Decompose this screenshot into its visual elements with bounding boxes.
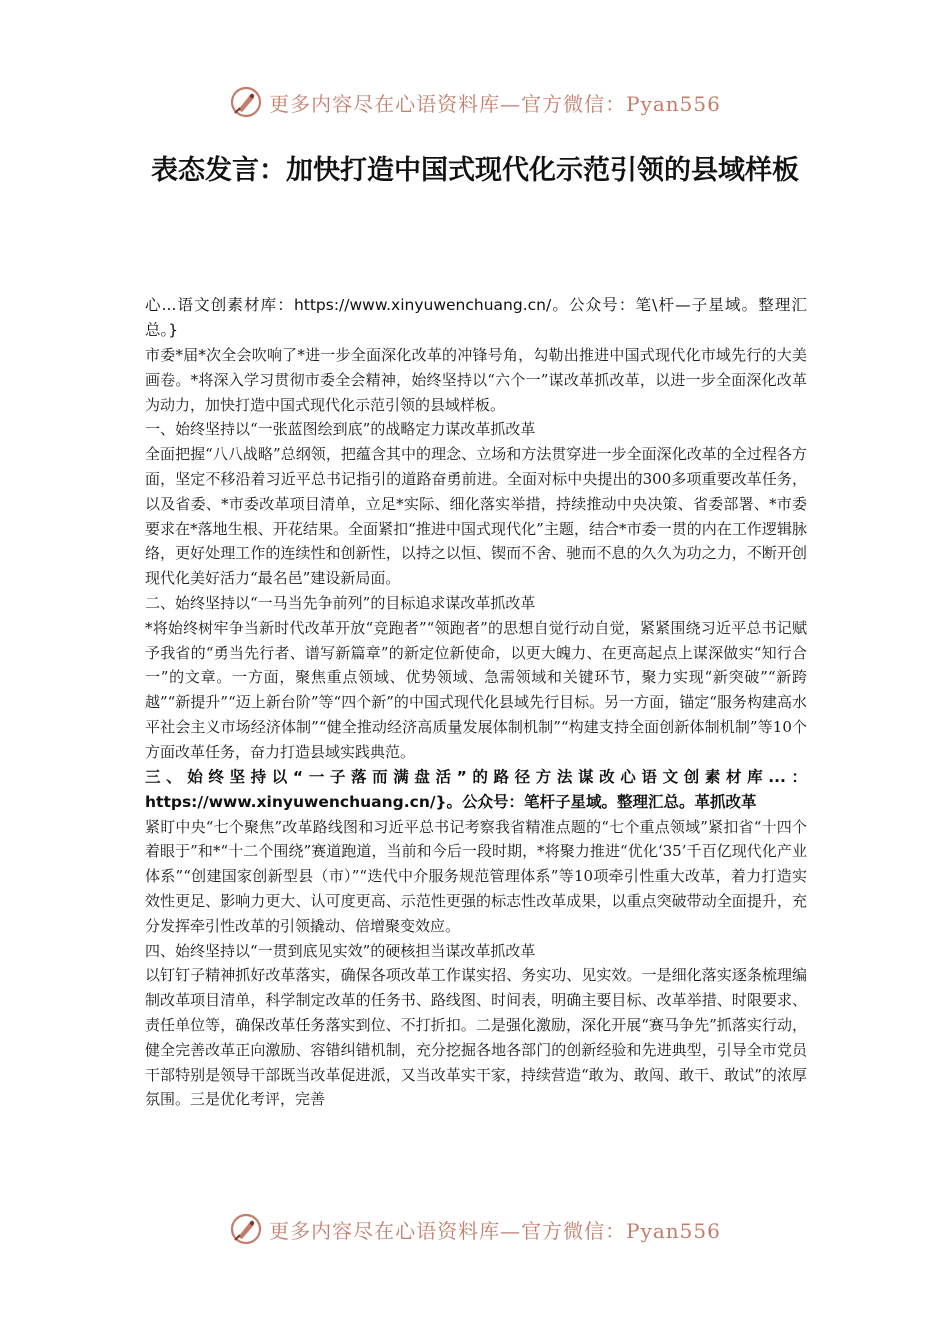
section-heading: 四、始终坚持以“一贯到底见实效”的硬核担当谋改革抓改革 (145, 941, 536, 960)
footer-banner (0, 1209, 950, 1249)
pen-nib-logo-icon (229, 1212, 263, 1246)
pen-nib-logo-icon (229, 85, 263, 119)
source-note: 心...语文创素材库：https://www.xinyuwenchuang.cn/。公众号：笔\杆—子星域。整理汇总。} (145, 296, 807, 339)
header-banner (0, 82, 950, 122)
section-heading-bold: 三、始终坚持以“一子落而满盘活”的路径方法谋改心语文创素材库...：https://www.xinyuwenchuang.cn/}。公众号：笔杆子星域。整理汇总。革抓改革 (145, 767, 807, 811)
paragraph: 全面把握“八八战略”总纲领，把蕴含其中的理念、立场和方法贯穿进一步全面深化改革的全过程各方面，坚定不移沿着习近平总书记指引的道路奋勇前进。全面对标中央提出的300多项重要改革任务，以及省委、*市委改革项目清单，立足*实际、细化落实举措，持续推动中央决策、省委部署、*市委要求在*落地生根、开花结果。全面紧扣“推进中国式现代化”主题，结合*市委一贯的内在工作逻辑脉络，更好处理工作的连续性和创新性，以持之以恒、锲而不舍、驰而不息的久久为功之力，不断开创现代化美好活力“最名邑”建设新局面。 (145, 445, 807, 588)
document-body (145, 293, 807, 1112)
section-heading: 二、始终坚持以“一马当先争前列”的目标追求谋改革抓改革 (145, 593, 536, 612)
paragraph: 紧盯中央“七个聚焦”改革路线图和习近平总书记考察我省精准点题的“七个重点领域”紧扣省“十四个着眼于”和*“十二个围绕”赛道跑道，当前和今后一段时期，*将聚力推进“优化‘35’千百亿现代化产业体系”“创建国家创新型县（市）”“迭代中介服务规范管理体系”等10项牵引性重大改革，着力打造实效性更足、影响力更大、认可度更高、示范性更强的标志性改革成果，以重点突破带动全面提升，充分发挥牵引性改革的引领撬动、倍增聚变效应。 (145, 817, 807, 935)
document-title: 表态发言：加快打造中国式现代化示范引领的县域样板 (151, 155, 799, 186)
banner-text: 更多内容尽在心语资料库—官方微信：Pyan556 (269, 91, 721, 116)
paragraph: 市委*届*次全会吹响了*进一步全面深化改革的冲锋号角，勾勒出推进中国式现代化市域先行的大美画卷。*将深入学习贯彻市委全会精神，始终坚持以“六个一”谋改革抓改革，以进一步全面深化改革为动力，加快打造中国式现代化示范引领的县域样板。 (145, 346, 807, 414)
banner-text: 更多内容尽在心语资料库—官方微信：Pyan556 (269, 1218, 721, 1243)
paragraph: *将始终树牢争当新时代改革开放“竞跑者”“领跑者”的思想自觉行动自觉，紧紧围绕习近平总书记赋予我省的“勇当先行者、谱写新篇章”的新定位新使命，以更大魄力、在更高起点上谋深做实“知行合一”的文章。一方面，聚焦重点领域、优势领域、急需领域和关键环节，聚力实现“新突破”“新跨越”“新提升”“迈上新台阶”等“四个新”的中国式现代化县域先行目标。另一方面，锚定“服务构建高水平社会主义市场经济体制”“健全推动经济高质量发展体制机制”“构建支持全面创新体制机制”等10个方面改革任务，奋力打造县域实践典范。 (145, 618, 807, 761)
paragraph: 以钉钉子精神抓好改革落实，确保各项改革工作谋实招、务实功、见实效。一是细化落实逐条梳理编制改革项目清单，科学制定改革的任务书、路线图、时间表，明确主要目标、改革举措、时限要求、责任单位等，确保改革任务落实到位、不打折扣。二是强化激励，深化开展“赛马争先”抓落实行动，健全完善改革正向激励、容错纠错机制，充分挖掘各地各部门的创新经验和先进典型，引导全市党员干部特别是领导干部既当改革促进派，又当改革实干家，持续营造“敢为、敢闯、敢干、敢试”的浓厚氛围。三是优化考评，完善 (145, 966, 807, 1109)
section-heading: 一、始终坚持以“一张蓝图绘到底”的战略定力谋改革抓改革 (145, 420, 536, 439)
